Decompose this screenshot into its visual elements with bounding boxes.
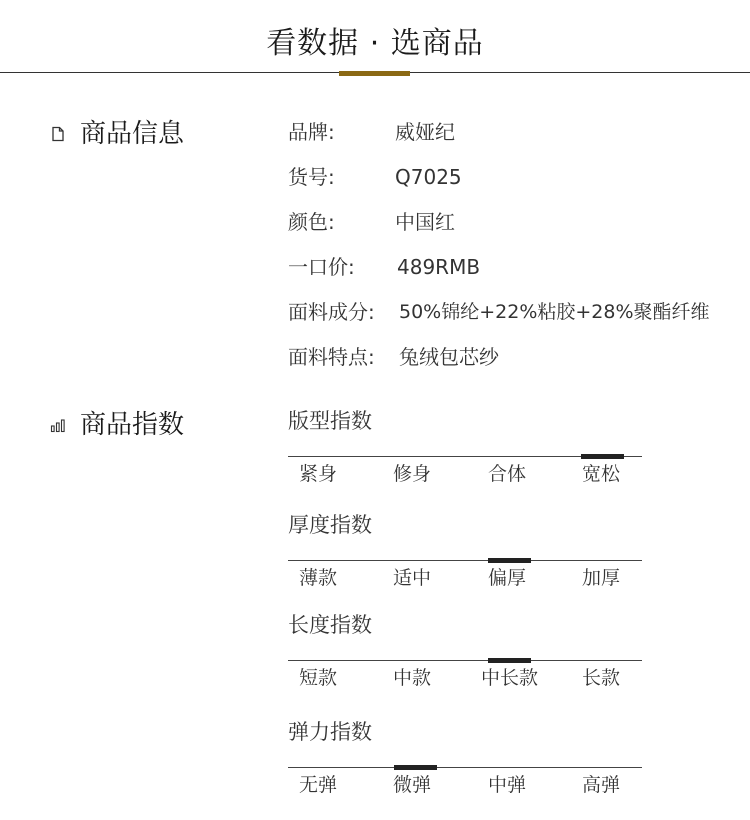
length-option: 长款 xyxy=(582,667,621,689)
product-index-title: 商品指数 xyxy=(80,410,185,440)
info-label: 货号: xyxy=(288,165,335,189)
fit-option: 合体 xyxy=(488,463,527,485)
elasticity-option: 无弹 xyxy=(299,774,338,796)
length-index-scale-line xyxy=(288,660,642,661)
length-option: 中长款 xyxy=(481,667,539,689)
info-label: 面料特点: xyxy=(288,345,375,369)
bar-chart-icon xyxy=(50,417,66,433)
info-value: 兔绒包芯纱 xyxy=(399,345,499,369)
product-info-heading xyxy=(50,116,184,152)
length-option: 中款 xyxy=(393,667,432,689)
fit-index-title: 版型指数 xyxy=(288,409,372,433)
fit-index-marker xyxy=(581,454,624,459)
page-header xyxy=(0,0,750,78)
info-label: 一口价: xyxy=(288,255,355,279)
elasticity-option: 高弹 xyxy=(582,774,621,796)
thickness-option: 加厚 xyxy=(582,567,621,589)
info-value: 489RMB xyxy=(397,255,481,279)
info-value: Q7025 xyxy=(395,165,462,189)
fit-option: 紧身 xyxy=(299,463,338,485)
thickness-index-title: 厚度指数 xyxy=(288,513,372,537)
fit-option: 修身 xyxy=(393,463,432,485)
fit-option: 宽松 xyxy=(582,463,621,485)
info-label: 面料成分: xyxy=(288,300,375,324)
product-info-title: 商品信息 xyxy=(80,119,185,149)
length-index-marker xyxy=(488,658,531,663)
thickness-option: 偏厚 xyxy=(488,567,527,589)
info-label: 品牌: xyxy=(288,120,335,144)
info-label: 颜色: xyxy=(288,210,335,234)
info-value: 50%锦纶+22%粘胶+28%聚酯纤维 xyxy=(399,301,710,323)
elasticity-index-marker xyxy=(394,765,437,770)
elasticity-option: 中弹 xyxy=(488,774,527,796)
length-index-title: 长度指数 xyxy=(288,613,372,637)
elasticity-index-scale-line xyxy=(288,767,642,768)
elasticity-option: 微弹 xyxy=(393,774,432,796)
thickness-index-scale-line xyxy=(288,560,642,561)
document-icon xyxy=(50,126,66,142)
page-title: 看数据 · 选商品 xyxy=(266,26,484,61)
thickness-index-marker xyxy=(488,558,531,563)
info-value: 威娅纪 xyxy=(395,120,455,144)
product-index-heading xyxy=(50,407,184,443)
info-value: 中国红 xyxy=(395,210,455,234)
elasticity-index-title: 弹力指数 xyxy=(288,720,372,744)
header-accent-bar xyxy=(339,71,410,76)
thickness-option: 适中 xyxy=(393,567,432,589)
length-option: 短款 xyxy=(299,667,338,689)
thickness-option: 薄款 xyxy=(299,567,338,589)
